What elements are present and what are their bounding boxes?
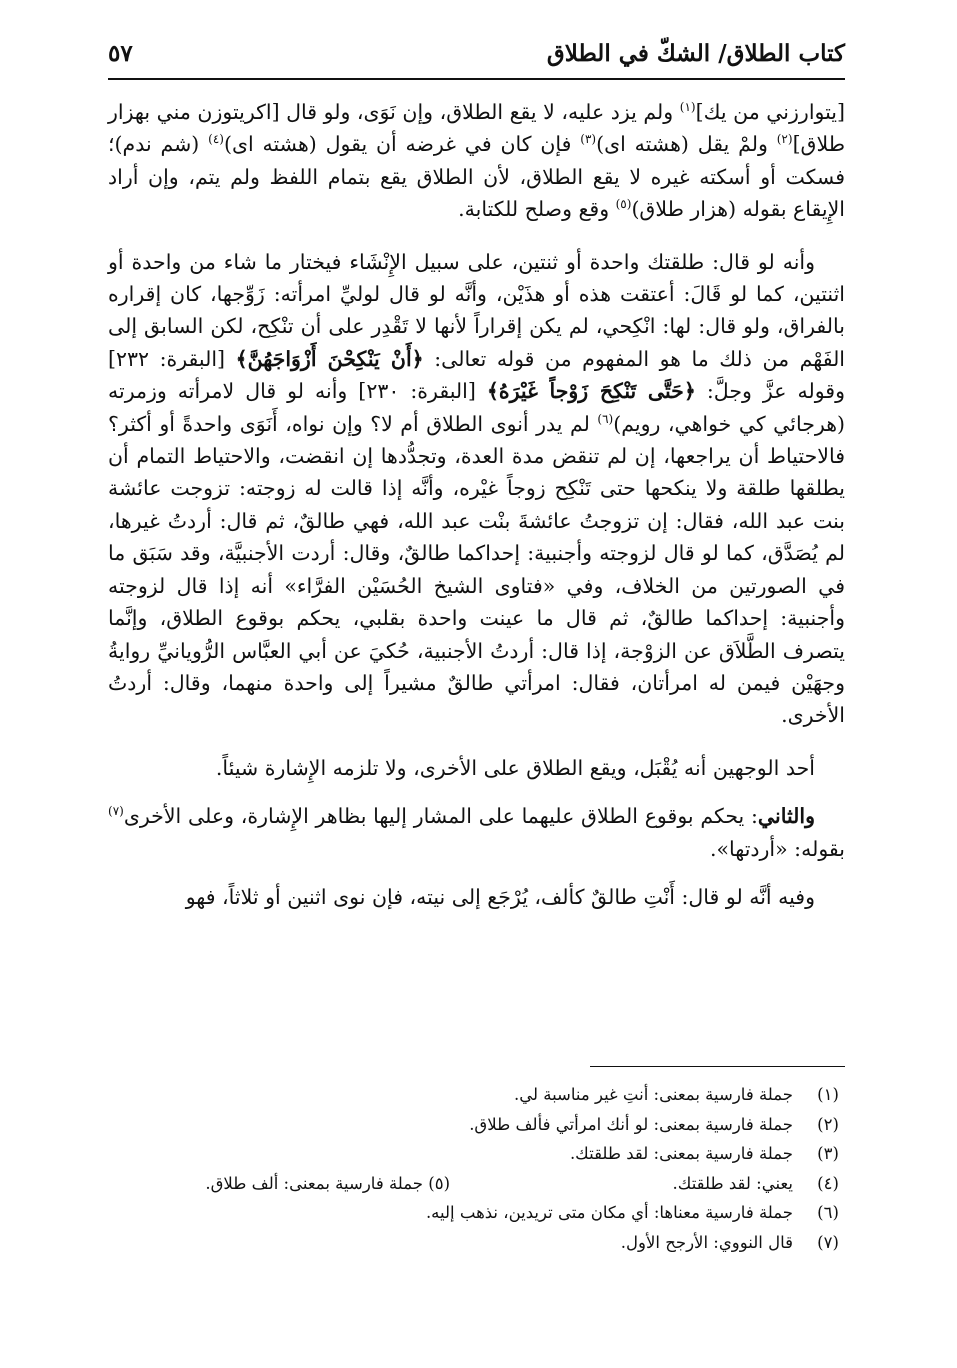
footnote-number: (٢) — [817, 1114, 839, 1134]
footnote-item — [108, 1169, 845, 1199]
footnote-text-secondary: (٥) جملة فارسية بمعنى: ألف طلاق. — [205, 1173, 450, 1193]
text-span: (شم ندم)؛ فسكت أو أسكته غيره لا يقع الطلاق، لأن الطلاق يقع بتمام اللفظ ولم يتم، وإن أراد الإِيقاع بقوله (هزار طلاق) — [108, 132, 845, 222]
footnote-ref[interactable]: (٢) — [776, 132, 793, 147]
footnote-ref[interactable]: (١) — [679, 100, 696, 115]
paragraph-lead: والثاني — [757, 804, 815, 829]
text-span: بقوله: «أردتها». — [709, 836, 845, 861]
footnote-text: جملة فارسية بمعنى: لو أنك امرأتي فألف طلاق. — [469, 1114, 793, 1134]
footnote-number: (١) — [817, 1085, 839, 1104]
text-span: وقع وصلح للكتابة. — [458, 197, 616, 222]
footnote-number: (٤) — [817, 1173, 839, 1193]
paragraph-2 — [108, 246, 845, 732]
footnotes — [108, 1080, 845, 1257]
text-span: : يحكم بوقوع الطلاق عليهما على المشار إليها بظاهر الإِشارة، وعلى الأخرى — [123, 804, 758, 829]
paragraph-3: أحد الوجهين أنه يُقْبَل، ويقع الطلاق على الأخرى، ولا تلزمه الإِشارة شيئاً. — [215, 755, 815, 780]
footnote-number: (٧) — [817, 1232, 839, 1252]
header-divider — [108, 78, 845, 80]
footnote-number: (٦) — [817, 1203, 839, 1222]
text-span: فإن كان في غرضه أن يقول (هشته اى) — [223, 132, 581, 157]
quran-quote: ﴿أَنْ يَنْكِحْنَ أَزْوَاجَهُنَّ﴾ — [235, 346, 424, 371]
text-span: [البقرة: ٢٣٢] وقوله عزَّ وجلَّ: — [108, 346, 845, 404]
page-number: ٥٧ — [108, 40, 133, 67]
text-span: [البقرة: ٢٣٠] وأنه لو قال لامرأته وزمرته (هرجائي كي خواهي، رويم) — [108, 379, 846, 436]
text-span: وأنه لو قال: طلقتك واحدة أو ثنتين، على سبيل الإِنْشَاء فيختار ما شاء من واحدة أو اثنتين، كما لو قَالَ: أعتقت هذه أو هذَيْن، وأنَّه لو قال لوليِّ امرأته: زَوِّجها، كان إقراره بالفراق، ولو قال: لها: انْكِحي، لم يكن إقراراً لأنها لا تَقْدِر على أن تنْكِح، لكن السابق إلى الفَهْم من ذلك ما هو المفهوم من قوله تعالى: — [108, 249, 846, 371]
footnote-ref[interactable]: (٤) — [208, 132, 224, 147]
paragraph-5: وفيه أنَّه لو قال: أَنْتِ طالقٌ كألف، يُرْجَع إلى نيته، فإن نوى اثنين أو ثلاثاً، فهو — [185, 884, 815, 909]
footnote-item — [108, 1228, 845, 1258]
footnote-text: جملة فارسية معناها: أي مكان متى تريدين، نذهب إليه. — [425, 1203, 793, 1222]
footnote-ref[interactable]: (٣) — [580, 132, 597, 147]
footnote-ref[interactable]: (٦) — [597, 411, 614, 426]
footnote-item — [108, 1110, 845, 1140]
footnote-number: (٣) — [817, 1144, 839, 1163]
paragraph-4 — [108, 800, 845, 865]
footnote-text: يعني: لقد طلقتك. — [672, 1173, 793, 1193]
footnote-text: جملة فارسية بمعنى: أنتِ غير مناسبة لي. — [513, 1085, 793, 1104]
text-span: لم يدر أنوى الطلاق أم لا؟ وإن نواه، أَنَوَى واحدةً أو أكثر؟ فالاحتياط أن يراجعها، إن لم تنقض مدة العدة، وتجدُّدها إن انقضت، والاحتياط التمام أن يطلقها طلقة ولا ينكحها حتى تَنْكِح زوجاً غيْره، وأنَّه إذا قالت له زوجته: تزوجت عائشة بنت عبد الله، فقال: إن تزوجتُ عائشةَ بنْت عبد الله، فهي طالقٌ، ثم قال: أردتُ غيرها، لم يُصَدَّق، كما لو قال لزوجته وأجنبية: إحداكما طالقٌ، وقال: أردت الأجنبيَّة، وقد سَبَق ما في الصورتين من الخلاف، وفي «فتاوى الشيخ الحُسَيْن الفرَّاء» أنه إذا قال لزوجته وأجنبية: إحداكما طالقٌ، ثم قال ما عينت واحدة بقلبي، يحكم بوقوع الطلاق، وإنَّما يتصرف الطَّلاَق عن الزوْجة، إذا قال: أردتُ الأجنبية، حُكيَ عن أبي العبَّاس الرُّويانيِّ روايةُ وجهَيْن فيمن له امرأتان، فقال: امرأتي طالقٌ مشيراً إلى واحدة منهما، وقال: أردتُ الأخرى. — [108, 411, 845, 728]
footnote-ref[interactable]: (٧) — [108, 804, 124, 819]
chapter-title: كتاب الطلاق/ الشكّ في الطلاق — [546, 40, 845, 67]
text-span: [يتوارزني من يك] — [695, 100, 845, 124]
main-text — [108, 96, 845, 913]
footnote-item — [108, 1139, 845, 1169]
text-span: ولم يزد عليه، لا يقع الطلاق، وإن نَوَى، ولو قال [اكريتوزن مني بهزار طلاق] — [108, 100, 846, 157]
footnote-item — [108, 1080, 845, 1110]
quran-quote: ﴿حَتَّى تَنْكِحَ زَوْجاً غَيْرَهُ﴾ — [486, 379, 696, 404]
footnote-ref[interactable]: (٥) — [615, 197, 632, 212]
footnote-text: جملة فارسية بمعنى: لقد طلقتك. — [569, 1144, 793, 1163]
footnote-text: قال النووي: الأرجح الأول. — [620, 1232, 793, 1252]
text-span: ولمْ يقل (هشته اى) — [596, 132, 777, 157]
running-header — [108, 36, 845, 76]
footnote-divider — [590, 1066, 845, 1067]
footnote-item — [108, 1198, 845, 1228]
paragraph-1 — [108, 96, 845, 226]
